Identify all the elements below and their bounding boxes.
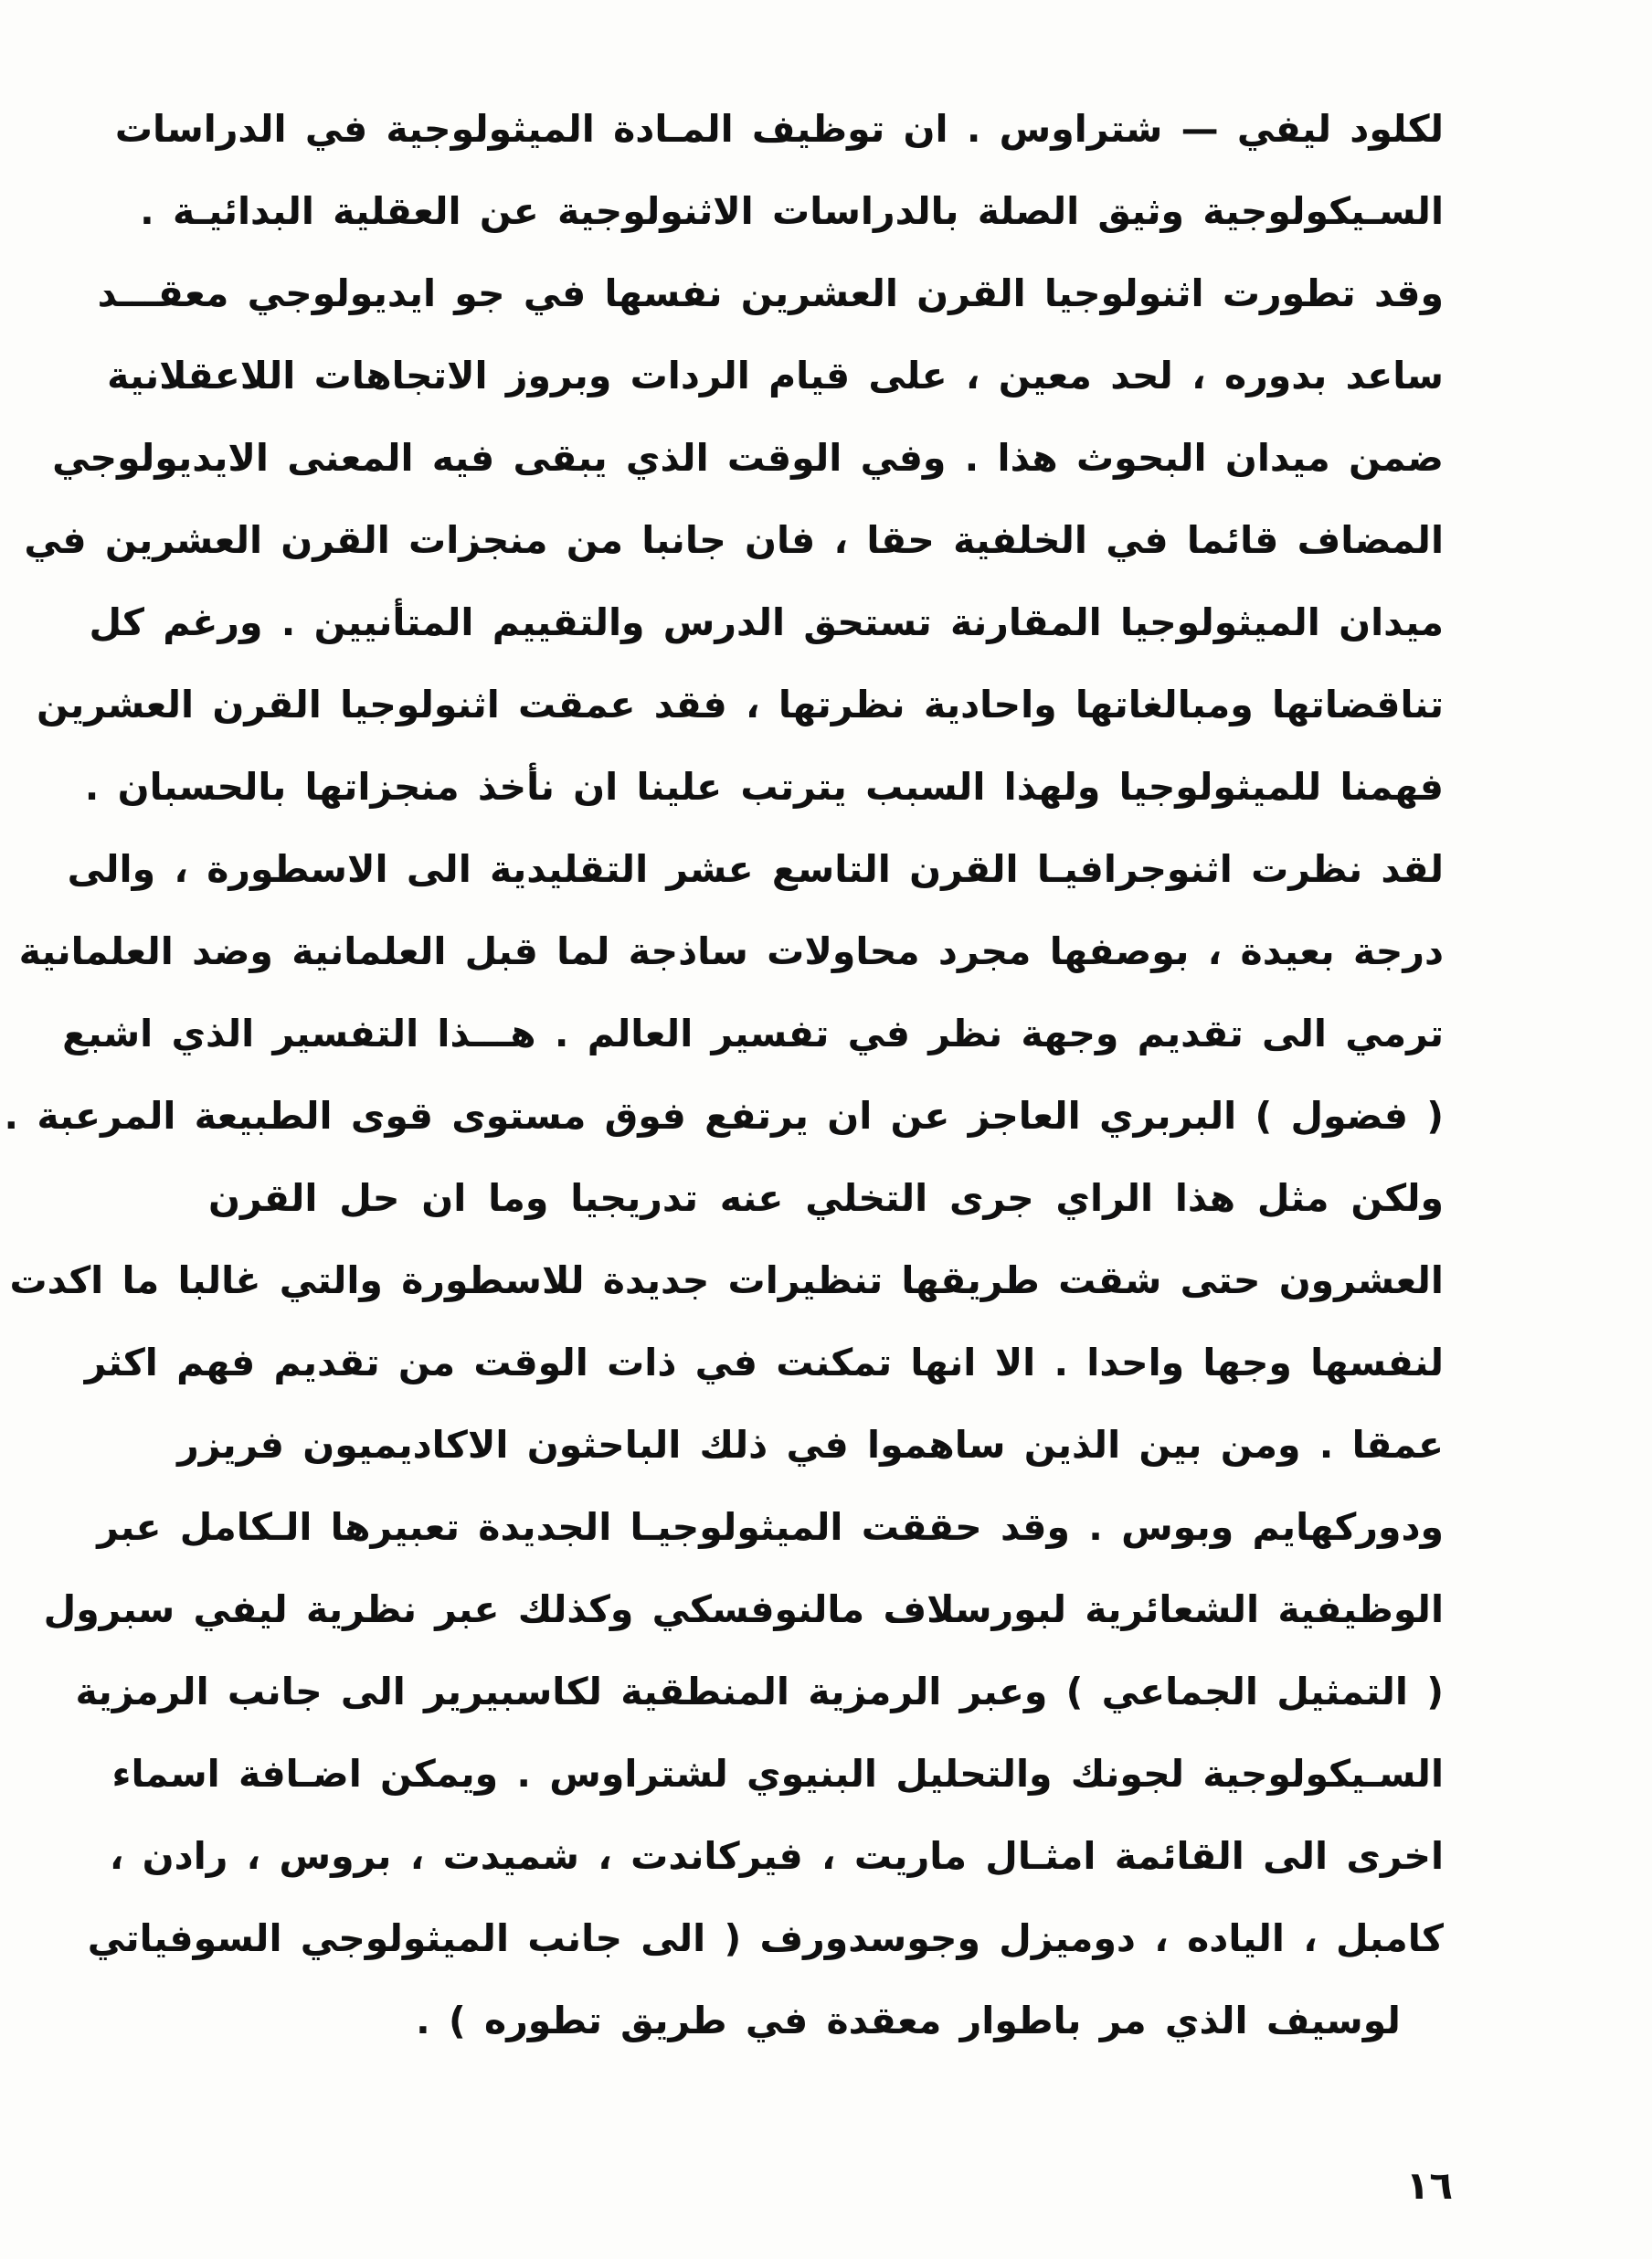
- text-line: الوظيفية الشعائرية لبورسلاف مالنوفسكي وكذلك عبر نظرية ليفي سبرول: [43, 1587, 1444, 1631]
- text-line: ترمي الى تقديم وجهة نظر في تفسير العالم . هـــذا التفسير الذي اشبع: [62, 1012, 1444, 1055]
- text-line: ميدان الميثولوجيا المقارنة تستحق الدرس والتقييم المتأنيين . ورغم كل: [89, 600, 1444, 644]
- text-line: ساعد بدوره ، لحد معين ، على قيام الردات وبروز الاتجاهات اللاعقلانية: [107, 354, 1444, 398]
- text-line: ضمن ميدان البحوث هذا . وفي الوقت الذي يبقى فيه المعنى الايديولوجي: [52, 436, 1444, 480]
- text-line: درجة بعيدة ، بوصفها مجرد محاولات ساذجة لما قبل العلمانية وضد العلمانية: [18, 929, 1444, 973]
- text-line: اخرى الى القائمة امثـال ماريت ، فيركاندت ، شميدت ، بروس ، رادن ،: [109, 1834, 1444, 1878]
- text-line: المضاف قائما في الخلفية حقا ، فان جانبا من منجزات القرن العشرين في: [24, 518, 1444, 562]
- text-line: ( التمثيل الجماعي ) وعبر الرمزية المنطقية لكاسبيرير الى جانب الرمزية: [75, 1670, 1444, 1713]
- text-line: العشرون حتى شقت طريقها تنظيرات جديدة للاسطورة والتي غالبا ما اكدت: [9, 1258, 1444, 1302]
- text-line: ( فضول ) البربري العاجز عن ان يرتفع فوق مستوى قوى الطبيعة المرعبة .: [4, 1094, 1444, 1138]
- text-line-paragraph-end: لوسيف الذي مر باطوار معقدة في طريق تطوره ) .: [416, 1999, 1401, 2042]
- text-line: لنفسها وجها واحدا . الا انها تمكنت في ذات الوقت من تقديم فهم اكثر: [84, 1341, 1444, 1384]
- text-line: السـيكولوجية وثيق الصلة بالدراسات الاثنولوجية عن العقلية البدائيـة .: [140, 189, 1444, 233]
- text-line: فهمنا للميثولوجيا ولهذا السبب يترتب علينا ان نأخذ منجزاتها بالحسبان .: [84, 765, 1444, 809]
- text-line: كامبل ، الياده ، دوميزل وجوسدورف ( الى جانب الميثولوجي السوفياتي: [87, 1916, 1444, 1960]
- text-line: وقد تطورت اثنولوجيا القرن العشرين نفسها في جو ايديولوجي معقـــد: [97, 271, 1444, 315]
- text-block: [4, 88, 1444, 2062]
- text-line: تناقضاتها ومبالغاتها واحادية نظرتها ، فقد عمقت اثنولوجيا القرن العشرين: [36, 683, 1444, 726]
- text-line: عمقا . ومن بين الذين ساهموا في ذلك الباحثون الاكاديميون فريزر: [177, 1423, 1444, 1467]
- text-line: ولكن مثل هذا الراي جرى التخلي عنه تدريجيا وما ان حل القرن: [208, 1176, 1444, 1220]
- text-line: ودوركهايم وبوس . وقد حققت الميثولوجيـا الجديدة تعبيرها الـكامل عبر: [97, 1505, 1444, 1549]
- page-number: ١٦: [1405, 2163, 1453, 2208]
- text-line: لقد نظرت اثنوجرافيـا القرن التاسع عشر التقليدية الى الاسطورة ، والى: [67, 847, 1444, 891]
- text-line: السـيكولوجية لجونك والتحليل البنيوي لشتراوس . ويمكن اضـافة اسماء: [111, 1752, 1444, 1796]
- text-line: لكلود ليفي — شتراوس . ان توظيف المـادة الميثولوجية في الدراسات: [114, 107, 1444, 151]
